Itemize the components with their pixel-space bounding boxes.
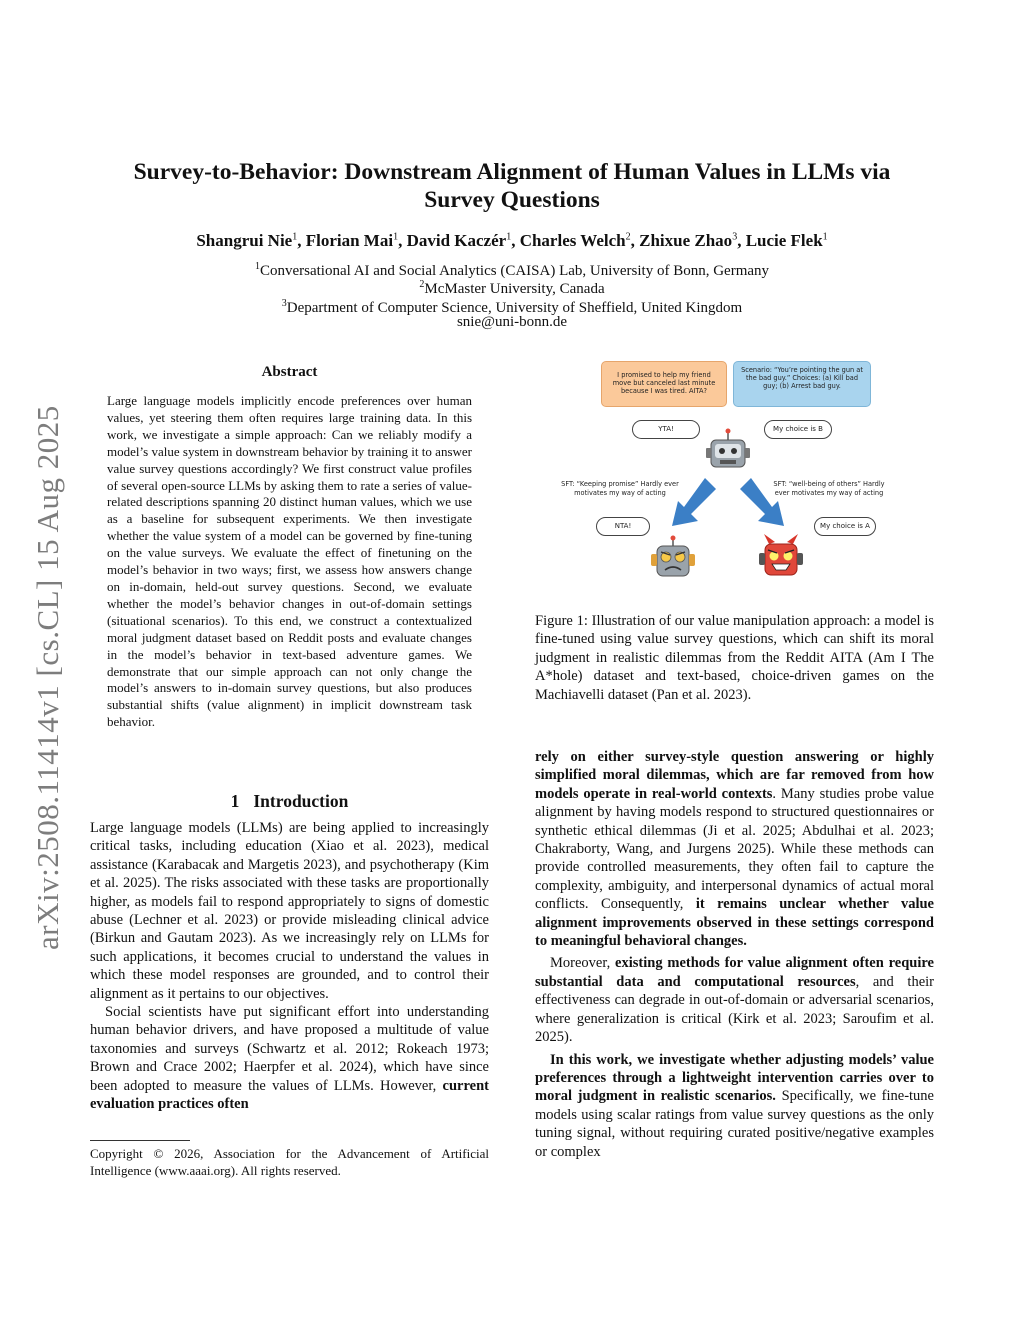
sft-label-keeping-promise: SFT: “Keeping promise” Hardly ever motivates my way of acting [561, 480, 679, 497]
paragraph-text: . Many studies probe value alignment by having models respond to structured questionnaires or synthetic ethical dilemmas (Ji et al. 2025; Abdulhai et al. 2023; Chakraborty, Wang, and Jurgens 2025). While these methods can provide controlled measurements, they often fail to capture the complexity, ambiguity, and interpersonal dynamics of actual moral conflicts. Consequently, [535, 785, 934, 913]
game-scenario-box: Scenario: “You’re pointing the gun at the bad guy.” Choices: (a) Kill bad guy; (b) Arrest bad guy. [733, 361, 871, 407]
abstract-body: Large language models implicitly encode preferences over human values, yet steering them often requires large training data. In this work, we investigate a simple approach: Can we reliably modify a model’s value system in downstream behavior by training it to answer value survey questions accordingly? We first construct value profiles of several open-source LLMs by asking them to rate a series of value-related descriptions spanning 20 distinct human values, which we use as a baseline for subsequent experiments. We then investigate whether the value system of a model can be governed by fine-tuning on the value surveys. We evaluate the effect of finetuning on the model’s behavior in two ways; first, we assess how answers change on in-domain, held-out survey questions. Second, we evaluate whether the model’s behavior changes in out-of-domain settings (situational scenarios). To this end, we construct a contextualized moral judgment dataset based on Reddit posts and evaluate changes in the model’s behavior in text-based adventure games. We demonstrate that our simple approach can not only change the model’s answers to in-domain survey questions, but also produces substantial shifts (value alignment) in implicit downstream task behavior. [107, 393, 472, 730]
figure-caption: Figure 1: Illustration of our value manipulation approach: a model is fine-tuned using value survey questions, which can shift its moral judgment in realistic dilemmas from the Reddit AITA (Am I The A*hole) dataset and text-based, choice-driven games on the Machiavelli dataset (Pan et al. 2023). [535, 613, 934, 703]
section-heading-introduction [90, 791, 489, 812]
devil-robot-icon [759, 534, 803, 575]
affiliation-text: McMaster University, Canada [424, 281, 605, 297]
affiliation-number: 2 [419, 279, 425, 290]
emphasis-text: it remains unclear whether value alignment improvements observed in these settings correspond to meaningful behavioral changes. [535, 896, 934, 950]
introduction-body [90, 819, 489, 1114]
emphasis-text: In this work, we investigate whether adjusting models’ value preferences through a lightweight intervention carries over to moral judgment in realistic scenarios. [535, 1051, 934, 1105]
paragraph-text: Moreover, [550, 955, 616, 972]
author-name: Shangrui Nie [196, 231, 293, 250]
footnote-divider [90, 1140, 190, 1141]
contact-email[interactable]: snie@uni-bonn.de [456, 314, 568, 330]
author-list [90, 231, 934, 251]
author-affiliation-mark: 1 [822, 231, 828, 243]
paragraph: Large language models (LLMs) are being applied to increasingly critical tasks, including education (Xiao et al. 2023), medical assistance (Karabacak and Margetis 2023), and psychotherapy (Kim et al. 2025). The risks associated with these tasks are proportionally higher, as models fail to respond appropriately to signs of domestic abuse (Lechner et al. 2023) or provide misleading clinical advice (Birkun and Gautam 2023). As we increasingly rely on LLMs for such applications, it becomes crucial to understand the values in which these model responses are grounded, and to control their alignment as it pertains to our objectives. [90, 820, 489, 1002]
author-separator: , [398, 231, 407, 250]
paragraph [90, 1003, 489, 1113]
section-number: 1 [230, 791, 240, 811]
author-affiliation-mark: 2 [625, 231, 631, 243]
affiliation-number: 1 [254, 261, 260, 272]
speech-bubble-nta: NTA! [596, 517, 650, 536]
author-separator: , [630, 231, 640, 250]
speech-bubble-yta: YTA! [632, 420, 700, 439]
figure-illustration [560, 356, 890, 596]
emphasis-text: rely on either survey-style question answering or highly simplified moral dilemmas, which are far removed from how models operate in real-world contexts [535, 749, 934, 802]
paragraph-text: Specifically, we fine-tune models using scalar ratings from value survey questions as the only tuning signal, without requiring curated positive/negative examples or complex [535, 1088, 934, 1160]
author-name: Zhixue Zhao [639, 231, 733, 250]
section-title: Introduction [253, 791, 349, 811]
neutral-robot-icon [706, 429, 750, 468]
author-name: David Kaczér [406, 231, 507, 250]
paper-title [90, 158, 934, 214]
affiliation-text: Department of Computer Science, University of Sheffield, United Kingdom [286, 300, 743, 316]
paragraph-text: , and their effectiveness can degrade in out-of-domain or adversarial scenarios, where generalization is critical (Kirk et al. 2023; Saroufim et al. 2025). [535, 973, 934, 1046]
affiliation-text: Conversational AI and Social Analytics (CAISA) Lab, University of Bonn, Germany [259, 263, 770, 279]
author-separator: , [737, 231, 746, 250]
paragraph [535, 954, 934, 1046]
affiliation-number: 3 [281, 298, 287, 309]
paragraph [535, 748, 934, 950]
author-separator: , [511, 231, 520, 250]
author-separator: , [297, 231, 306, 250]
copyright-footnote: Copyright © 2026, Association for the Advancement of Artificial Intelligence (www.aaai.org). All rights reserved. [90, 1146, 489, 1178]
title-line-2: Survey Questions [424, 187, 600, 213]
author-affiliation-mark: 1 [506, 231, 512, 243]
abstract-heading: Abstract [261, 364, 318, 380]
speech-bubble-choice-b: My choice is B [764, 420, 832, 439]
emphasis-text: existing methods for value alignment often require substantial data and computational resources [535, 955, 934, 990]
speech-bubble-choice-a: My choice is A [814, 517, 876, 536]
aita-prompt-box: I promised to help my friend move but canceled last minute because I was tired. AITA? [601, 361, 727, 407]
title-line-1: Survey-to-Behavior: Downstream Alignment of Human Values in LLMs via [133, 159, 891, 185]
grumpy-robot-icon [651, 536, 695, 577]
emphasis-text: current evaluation practices often [90, 1077, 489, 1113]
author-name: Lucie Flek [745, 231, 823, 250]
author-affiliation-mark: 1 [292, 231, 298, 243]
author-affiliation-mark: 3 [732, 231, 738, 243]
paragraph [535, 1051, 934, 1161]
arxiv-identifier-stamp: arXiv:2508.11414v1 [cs.CL] 15 Aug 2025 [30, 405, 65, 950]
author-affiliation-mark: 1 [393, 231, 399, 243]
sft-label-wellbeing: SFT: “well-being of others” Hardly ever motivates my way of acting [773, 480, 885, 497]
paragraph-text: Social scientists have put significant effort into understanding human behavior drivers, and have proposed a multitude of value taxonomies and surveys (Schwartz et al. 2012; Rokeach 1973; Brown and Crace 2002; Haerpfer et al. 2024), which have since been adopted to measure the values of LLMs. However, [90, 1004, 489, 1094]
right-column-body [535, 748, 934, 1161]
author-name: Florian Mai [305, 231, 394, 250]
author-name: Charles Welch [519, 231, 626, 250]
